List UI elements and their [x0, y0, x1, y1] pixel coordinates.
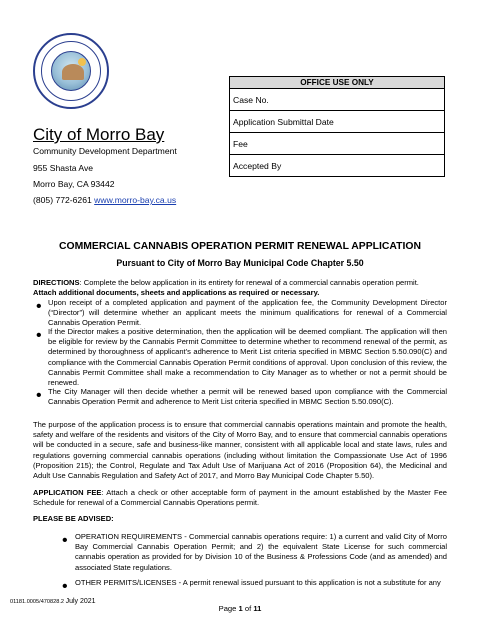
office-use-header: OFFICE USE ONLY [230, 77, 445, 89]
page-total: 11 [253, 604, 262, 613]
phone-number: (805) 772-6261 [33, 195, 92, 205]
seal-rock [62, 64, 84, 80]
bullet-dot-icon: • [62, 532, 68, 549]
document-subtitle: Pursuant to City of Morro Bay Municipal Code Chapter 5.50 [116, 258, 364, 268]
bullet-dot-icon: • [36, 327, 42, 344]
advised-item-1: OPERATION REQUIREMENTS - Commercial cannabis operations require: 1) a current and valid City of Morro Bay Commercial Cannabis Operation Permit; and 2) the equivalent State License for such commercial cannabis operation as provided for by Division 10 of the Business & Professions Code (and as amended) and associated State regulations. [75, 532, 447, 572]
purpose-paragraph: The purpose of the application process is to ensure that commercial cannabis operations maintain and promote the health, safety and welfare of the residents and visitors of the City of Morro Bay, and to ensure that commercial cannabis operations will be conducted in a secure, safe and business-like manner, consistent with all applicable local and state laws, rules and regulations governing commercial cannabis operations (including without limitation the Compassionate Use Act of 1996 (Proposition 215); the Control, Regulate and Tax Adult Use of Marijuana Act of 2016 (Proposition 64), the Medicinal and Adult Use Cannabis Regulation and Safety Act of 2017, and Morro Bay Municipal Code Chapter 5.50). [33, 420, 447, 481]
fee-field: Fee [230, 133, 445, 155]
page-number [0, 604, 480, 613]
directions-paragraph [33, 278, 447, 298]
advised-heading: PLEASE BE ADVISED: [33, 514, 114, 523]
bullet-dot-icon: • [36, 298, 42, 315]
document-title: COMMERCIAL CANNABIS OPERATION PERMIT RENEWAL APPLICATION [59, 241, 421, 252]
page-label: Page [218, 604, 237, 613]
directions-bold-line: Attach additional documents, sheets and applications as required or necessary. [33, 288, 320, 298]
directions-bullet-1: Upon receipt of a completed application and payment of the application fee, the Community Development Director (“Director”) will determine whether an applicant meets the minimum qualifications for renewal of a Commercial Cannabis Operation Permit. [48, 298, 447, 328]
department-name: Community Development Department [33, 146, 177, 156]
accepted-by-field: Accepted By [230, 155, 445, 177]
website-link[interactable]: www.morro-bay.ca.us [94, 195, 177, 205]
application-fee-text: : Attach a check or other acceptable form of payment in the amount established by the Master Fee Schedule for renewal of a Commercial Cannabis Operations permit. [33, 488, 447, 508]
footer-doc-id: 01181.0005/470828.2 [10, 599, 65, 605]
advised-item-2: OTHER PERMITS/LICENSES - A permit renewal issued pursuant to this application is not a substitute for any [75, 578, 441, 587]
office-use-table [229, 76, 445, 177]
seal-image [51, 51, 91, 91]
page-current: 1 [238, 604, 243, 613]
footer-date: July 2021 [65, 598, 96, 605]
application-fee-label: APPLICATION FEE [33, 488, 102, 497]
page-of: of [244, 604, 252, 613]
directions-bullet-3: The City Manager will then decide whether a permit will be renewed based upon compliance with the Commercial Cannabis Operation Permit and adherence to Merit List criteria specified in MBMC Section 5.50.090(C). [48, 387, 447, 407]
bullet-dot-icon: • [36, 387, 42, 404]
case-number-field: Case No. [230, 89, 445, 111]
directions-bullet-2: If the Director makes a positive determination, then the application will be deemed compliant. The application will then be eligible for review by the Cannabis Permit Committee to determine whether to recommend renewal of the permit, as determined by thoroughness of applicant’s adherence to Merit List criteria specified in MBMC Section 5.50.090(C) and compliance with the Commercial Cannabis Operation Permit conditions of approval. Upon conclusion of this review, the Cannabis Permit Committee shall make a recommendation to City Manager as to whether or not a permit should be renewed. [48, 327, 447, 388]
city-state-zip: Morro Bay, CA 93442 [33, 179, 115, 189]
submittal-date-field: Application Submittal Date [230, 111, 445, 133]
bullet-dot-icon: • [62, 578, 68, 595]
contact-line [33, 195, 176, 205]
city-seal-logo [33, 33, 109, 109]
street-address: 955 Shasta Ave [33, 163, 94, 173]
application-fee-paragraph [33, 488, 447, 508]
directions-text: : Complete the below application in its entirety for renewal of a commercial cannabis operation permit. [79, 278, 419, 287]
city-name: City of Morro Bay [33, 125, 165, 144]
directions-label: DIRECTIONS [33, 278, 80, 287]
